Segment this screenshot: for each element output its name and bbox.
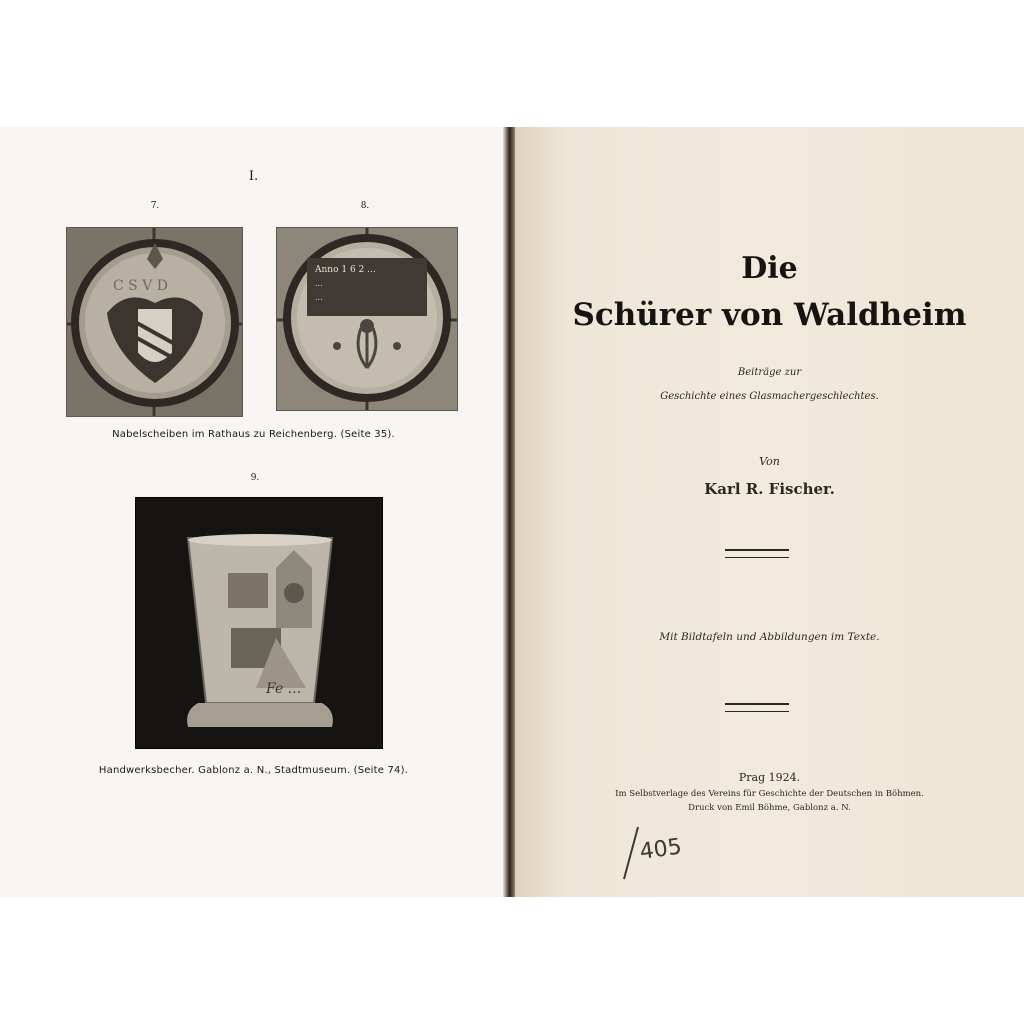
handwritten-number: 405 <box>638 834 684 865</box>
by-line: Von <box>759 455 780 468</box>
author-name: Karl R. Fischer. <box>704 480 835 498</box>
caption-bottom: Handwerksbecher. Gablonz a. N., Stadtmuseum. (Seite 74). <box>98 765 409 776</box>
beaker-inscription: Fe ... <box>266 681 302 697</box>
title-line-2: Schürer von Waldheim <box>572 297 967 333</box>
caption-top: Nabelscheiben im Rathaus zu Reichenberg. (Seite 35). <box>112 429 395 440</box>
inscription-line-1: Anno 1 6 2 ... <box>315 265 376 275</box>
roundel-coat-of-arms <box>67 228 242 416</box>
figure-number-7: 7. <box>150 201 160 211</box>
place-year: Prag 1924. <box>738 771 801 784</box>
subtitle-line-2: Geschichte eines Glasmachergeschlechtes. <box>660 391 879 402</box>
subtitle-line-1: Beiträge zur <box>737 367 802 378</box>
figure-number-9: 9. <box>250 473 260 483</box>
figure-8-photo <box>276 227 458 411</box>
printer-line: Druck von Emil Böhme, Gablonz a. N. <box>688 803 851 813</box>
inscription-line-2: ... <box>315 279 323 288</box>
ornamental-rule-top <box>725 549 789 558</box>
roundel-inscription <box>277 228 457 410</box>
inscription-line-3: ... <box>315 293 323 302</box>
title-line-1: Die <box>741 251 798 286</box>
illustrations-note: Mit Bildtafeln und Abbildungen im Texte. <box>659 631 880 643</box>
book-spread <box>0 127 1024 897</box>
figure-number-8: 8. <box>360 201 370 211</box>
roundel-monogram: C S V D <box>113 278 168 294</box>
figure-7-photo <box>66 227 243 417</box>
right-page <box>515 127 1024 897</box>
handwritten-note <box>610 817 700 887</box>
left-page <box>0 127 507 897</box>
figure-9-photo <box>135 497 383 749</box>
plate-number: I. <box>248 169 259 184</box>
beaker-photo <box>136 498 382 748</box>
publisher-line: Im Selbstverlage des Vereins für Geschichte der Deutschen in Böhmen. <box>615 789 924 799</box>
ornamental-rule-bottom <box>725 703 789 712</box>
